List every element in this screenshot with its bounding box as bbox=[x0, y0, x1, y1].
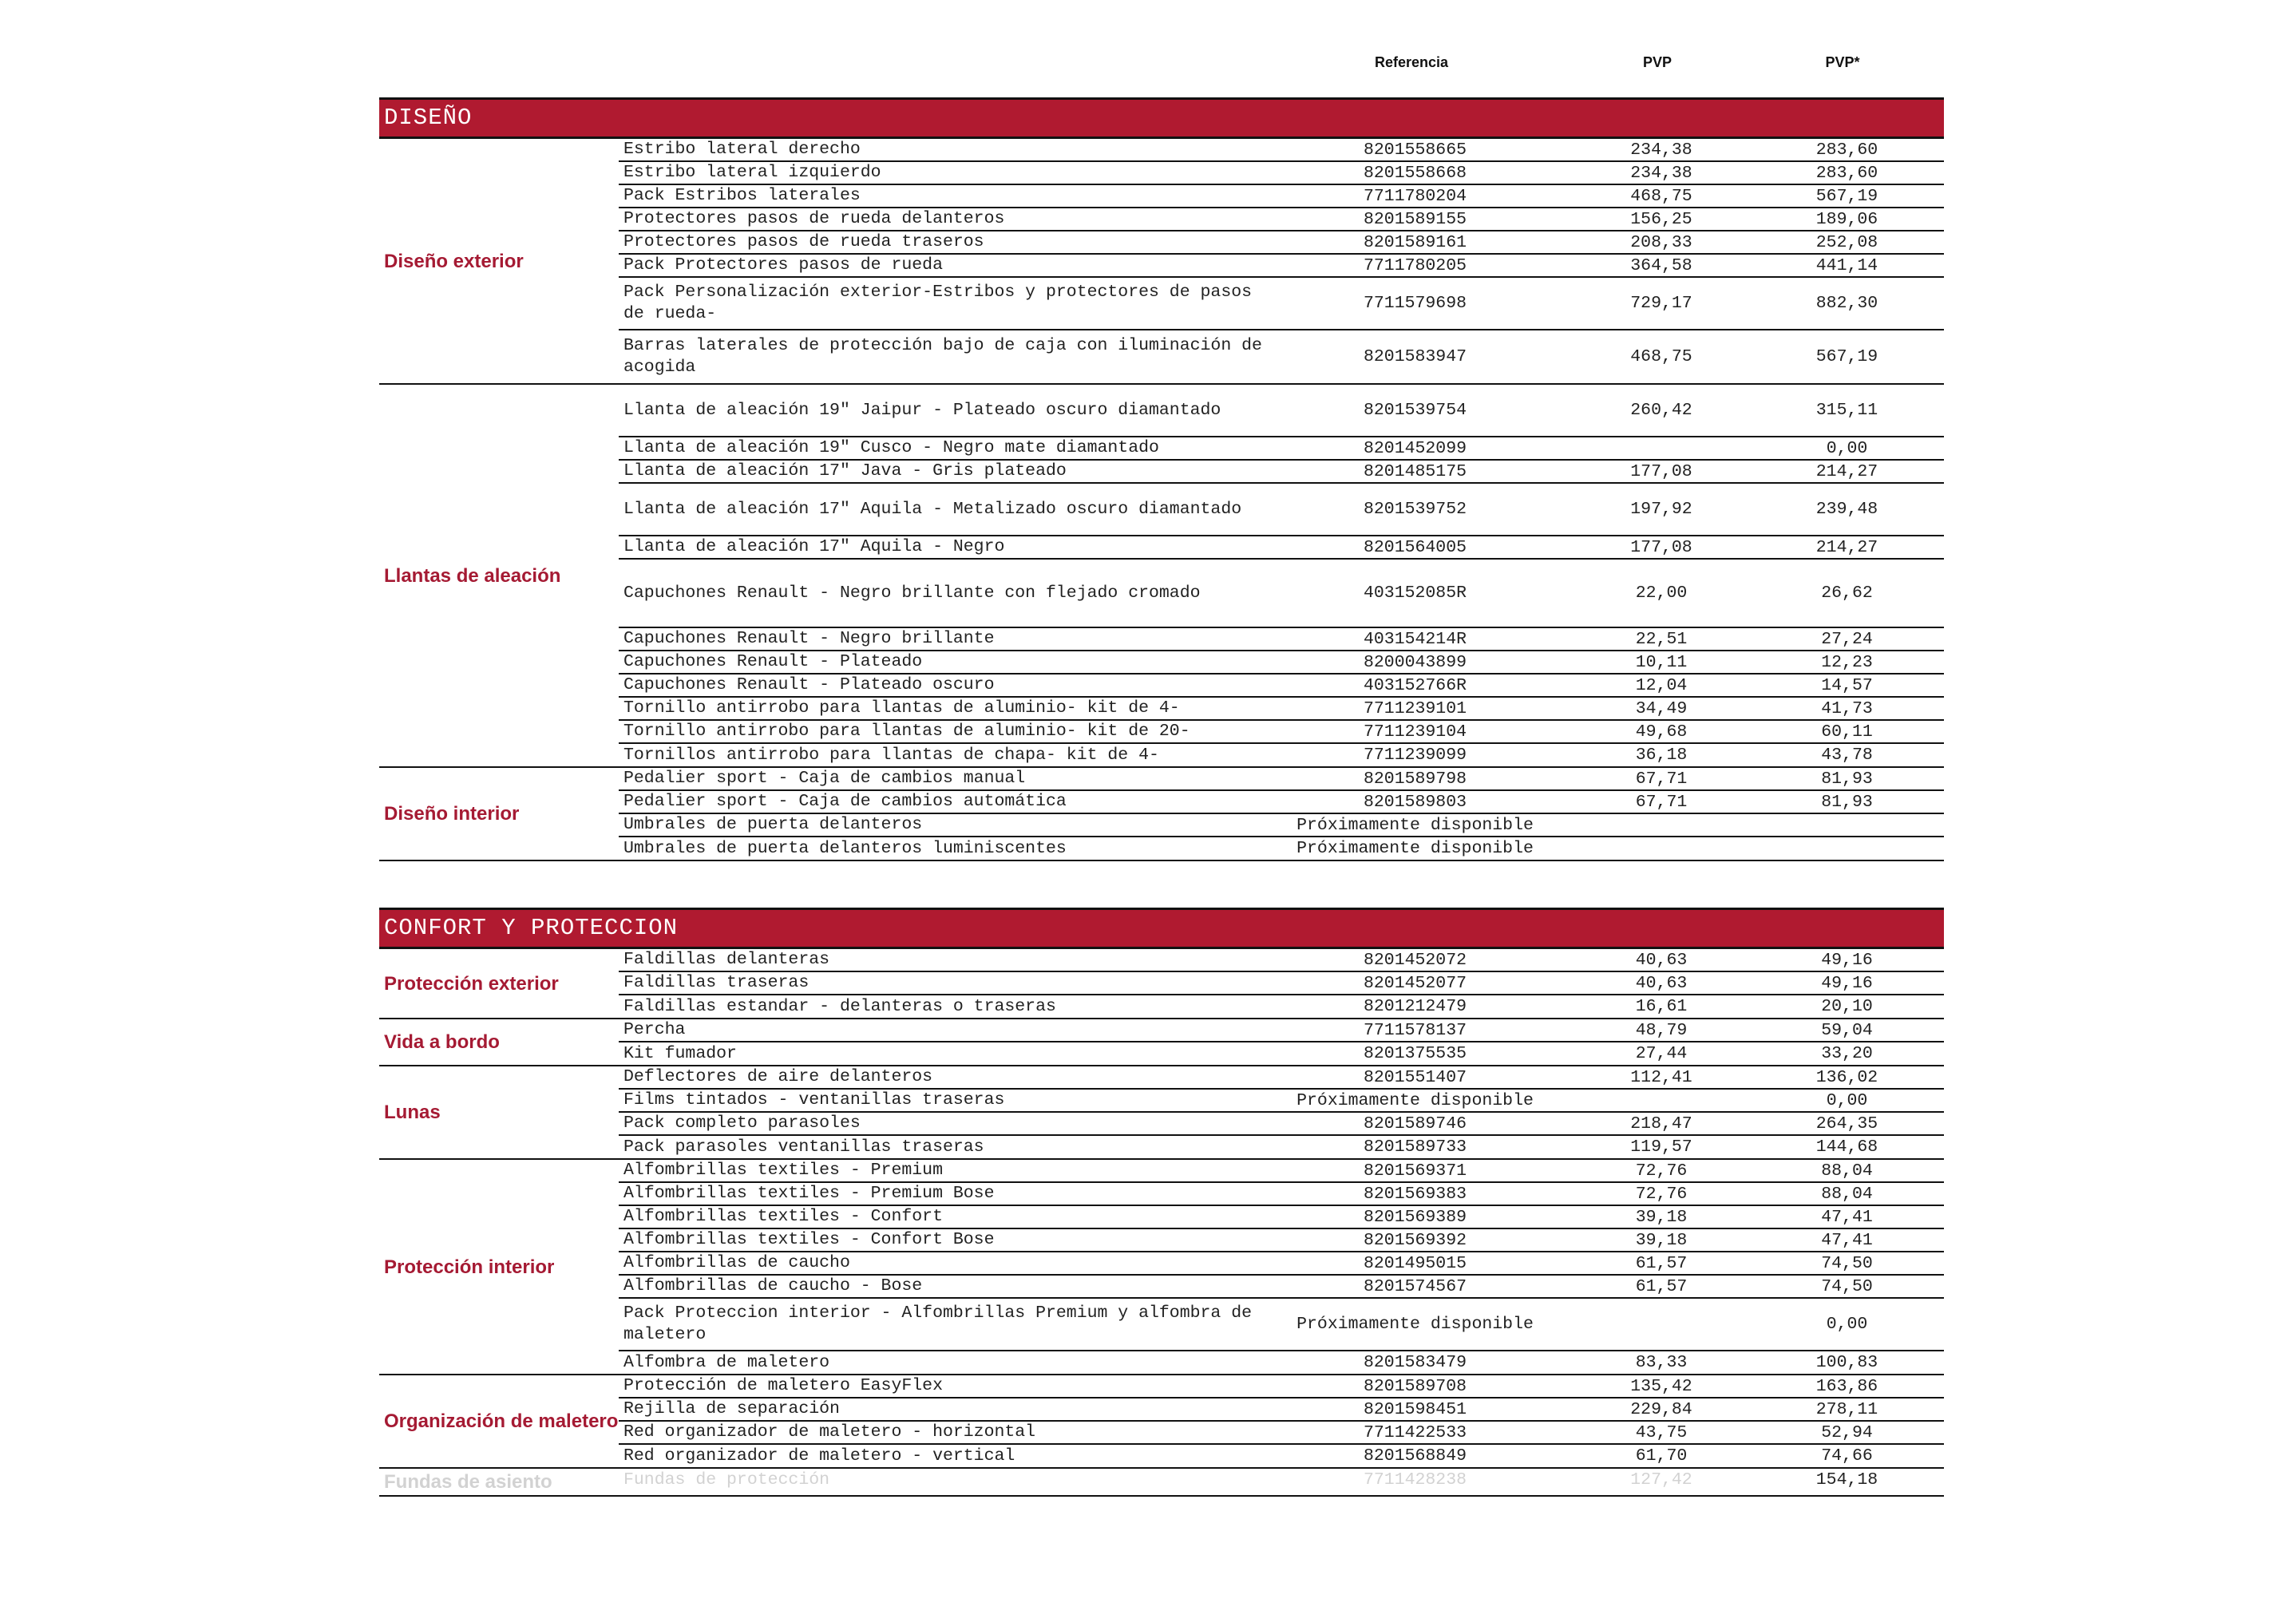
item-pvp-tax: 882,30 bbox=[1815, 294, 1878, 313]
item-description: Llanta de aleación 17" Aquila - Negro bbox=[623, 537, 1005, 556]
item-reference: 8201495015 bbox=[1363, 1253, 1467, 1273]
item-pvp-tax: 74,50 bbox=[1821, 1253, 1873, 1273]
category-label: Organización de maletero bbox=[384, 1410, 619, 1432]
item-pvp: 112,41 bbox=[1630, 1067, 1692, 1087]
item-pvp-tax: 189,06 bbox=[1815, 209, 1878, 229]
item-pvp-tax: 264,35 bbox=[1815, 1114, 1878, 1133]
item-pvp-tax: 239,48 bbox=[1815, 500, 1878, 519]
item-description: Deflectores de aire delanteros bbox=[623, 1067, 933, 1086]
item-description: Red organizador de maletero - horizontal bbox=[623, 1422, 1036, 1442]
item-reference: 8201452072 bbox=[1363, 950, 1467, 970]
item-pvp: 234,38 bbox=[1630, 140, 1692, 160]
item-pvp-tax: 59,04 bbox=[1821, 1020, 1873, 1040]
category-rows bbox=[619, 1160, 1944, 1374]
category-rows bbox=[619, 1019, 1944, 1065]
item-pvp-tax: 283,60 bbox=[1815, 140, 1878, 160]
item-reference: 7711428238 bbox=[1363, 1470, 1467, 1489]
item-reference: 8201589803 bbox=[1363, 792, 1467, 812]
item-pvp: 218,47 bbox=[1630, 1114, 1692, 1133]
item-pvp: 22,00 bbox=[1635, 584, 1688, 603]
item-pvp-tax: 315,11 bbox=[1815, 401, 1878, 420]
table-row bbox=[619, 1160, 1944, 1183]
item-pvp: 22,51 bbox=[1635, 629, 1688, 649]
price-list-page bbox=[379, 48, 1944, 1543]
category-label: Fundas de asiento bbox=[384, 1471, 552, 1493]
category-group bbox=[379, 385, 1944, 768]
item-reference: 8201539754 bbox=[1363, 401, 1467, 420]
item-description: Barras laterales de protección bajo de caja con iluminación de acogida bbox=[623, 336, 1262, 377]
item-reference: Próximamente disponible bbox=[1296, 1315, 1534, 1334]
item-pvp: 67,71 bbox=[1635, 792, 1688, 812]
item-description: Llanta de aleación 17" Aquila - Metalizado oscuro diamantado bbox=[623, 499, 1242, 519]
item-pvp-tax: 74,66 bbox=[1821, 1446, 1873, 1466]
item-pvp: 729,17 bbox=[1630, 294, 1692, 313]
item-pvp: 10,11 bbox=[1635, 652, 1688, 672]
item-pvp-tax: 49,16 bbox=[1821, 973, 1873, 993]
item-description: Pack Proteccion interior - Alfombrillas Premium y alfombra de maletero bbox=[623, 1304, 1253, 1344]
item-pvp-tax: 49,16 bbox=[1821, 950, 1873, 970]
item-pvp: 468,75 bbox=[1630, 186, 1692, 206]
table-row bbox=[619, 814, 1944, 837]
column-pvp: PVP bbox=[1642, 54, 1673, 70]
category-group bbox=[379, 768, 1944, 861]
item-reference: 8201589733 bbox=[1363, 1137, 1467, 1157]
item-pvp-tax: 60,11 bbox=[1821, 722, 1873, 742]
item-reference: Próximamente disponible bbox=[1296, 1090, 1534, 1110]
category-rows bbox=[619, 385, 1944, 766]
category-group bbox=[379, 1066, 1944, 1160]
category-rows bbox=[619, 139, 1944, 383]
item-description: Pack Estribos laterales bbox=[623, 186, 861, 205]
item-reference: 8201589708 bbox=[1363, 1376, 1467, 1396]
item-reference: 7711578137 bbox=[1363, 1020, 1467, 1040]
item-pvp-tax: 14,57 bbox=[1821, 675, 1873, 695]
item-reference: 7711239099 bbox=[1363, 746, 1467, 765]
item-description: Llanta de aleación 17" Java - Gris plateado bbox=[623, 461, 1067, 481]
item-description: Tornillo antirrobo para llantas de aluminio- kit de 4- bbox=[623, 698, 1180, 718]
item-description: Alfombrillas de caucho - Bose bbox=[623, 1276, 923, 1296]
item-pvp: 119,57 bbox=[1630, 1137, 1692, 1157]
item-reference: 7711780205 bbox=[1363, 255, 1467, 275]
table-row bbox=[619, 231, 1944, 255]
section bbox=[379, 97, 1944, 861]
item-reference: 403152085R bbox=[1363, 584, 1467, 603]
table-row bbox=[619, 330, 1944, 383]
item-description: Pack Personalización exterior-Estribos y protectores de pasos de rueda- bbox=[623, 283, 1253, 323]
item-description: Protectores pasos de rueda delanteros bbox=[623, 209, 1005, 228]
table-row bbox=[619, 1276, 1944, 1299]
category-label: Diseño exterior bbox=[384, 250, 524, 272]
table-row bbox=[619, 162, 1944, 185]
item-pvp: 61,57 bbox=[1635, 1253, 1688, 1273]
item-pvp: 49,68 bbox=[1635, 722, 1688, 742]
item-reference: 8201375535 bbox=[1363, 1044, 1467, 1063]
item-pvp-tax: 214,27 bbox=[1815, 461, 1878, 481]
table-row bbox=[619, 185, 1944, 208]
table-row bbox=[619, 1042, 1944, 1065]
item-description: Estribo lateral izquierdo bbox=[623, 163, 881, 182]
item-description: Fundas de protección bbox=[623, 1470, 830, 1489]
item-pvp-tax: 41,73 bbox=[1821, 698, 1873, 718]
item-reference: 7711239101 bbox=[1363, 698, 1467, 718]
item-description: Pack Protectores pasos de rueda bbox=[623, 255, 943, 275]
item-description: Pedalier sport - Caja de cambios manual bbox=[623, 769, 1026, 788]
table-row bbox=[619, 972, 1944, 995]
item-pvp-tax: 52,94 bbox=[1821, 1422, 1873, 1442]
category-rows bbox=[619, 1469, 1944, 1495]
item-pvp: 72,76 bbox=[1635, 1161, 1688, 1181]
category-group bbox=[379, 139, 1944, 385]
item-pvp: 40,63 bbox=[1635, 950, 1688, 970]
item-pvp: 39,18 bbox=[1635, 1207, 1688, 1227]
item-reference: 8201589798 bbox=[1363, 769, 1467, 789]
item-pvp-tax: 0,00 bbox=[1826, 438, 1868, 458]
item-pvp-tax: 88,04 bbox=[1821, 1184, 1873, 1204]
table-row bbox=[619, 744, 1944, 766]
table-row bbox=[619, 651, 1944, 675]
item-description: Capuchones Renault - Plateado oscuro bbox=[623, 675, 995, 694]
table-row bbox=[619, 1445, 1944, 1467]
table-row bbox=[619, 1090, 1944, 1113]
item-reference: 8201485175 bbox=[1363, 461, 1467, 481]
item-pvp-tax: 252,08 bbox=[1815, 232, 1878, 252]
table-row bbox=[619, 560, 1944, 628]
item-reference: 8201452077 bbox=[1363, 973, 1467, 993]
category-group bbox=[379, 1160, 1944, 1375]
item-pvp-tax: 81,93 bbox=[1821, 769, 1873, 789]
item-pvp: 61,70 bbox=[1635, 1446, 1688, 1466]
item-description: Films tintados - ventanillas traseras bbox=[623, 1090, 1005, 1110]
section-title: DISEÑO bbox=[379, 97, 1944, 139]
item-pvp-tax: 27,24 bbox=[1821, 629, 1873, 649]
item-reference: 8201598451 bbox=[1363, 1399, 1467, 1419]
item-description: Rejilla de separación bbox=[623, 1399, 840, 1418]
table-row bbox=[619, 698, 1944, 721]
category-rows bbox=[619, 1066, 1944, 1158]
item-pvp-tax: 43,78 bbox=[1821, 746, 1873, 765]
table-row bbox=[619, 837, 1944, 860]
item-description: Protección de maletero EasyFlex bbox=[623, 1376, 943, 1395]
item-description: Capuchones Renault - Plateado bbox=[623, 652, 923, 671]
item-pvp-tax: 136,02 bbox=[1815, 1067, 1878, 1087]
table-row bbox=[619, 385, 1944, 437]
item-reference: Próximamente disponible bbox=[1296, 815, 1534, 835]
table-row bbox=[619, 278, 1944, 330]
table-row bbox=[619, 721, 1944, 744]
item-reference: 8201212479 bbox=[1363, 997, 1467, 1016]
item-pvp-tax: 20,10 bbox=[1821, 997, 1873, 1016]
sections-container bbox=[379, 97, 1944, 1497]
table-row bbox=[619, 139, 1944, 162]
section-title: CONFORT Y PROTECCION bbox=[379, 908, 1944, 949]
item-description: Estribo lateral derecho bbox=[623, 140, 861, 159]
category-label: Protección exterior bbox=[384, 972, 559, 995]
item-pvp: 16,61 bbox=[1635, 997, 1688, 1016]
item-pvp-tax: 0,00 bbox=[1826, 1315, 1868, 1334]
item-reference: 8200043899 bbox=[1363, 652, 1467, 672]
item-pvp: 48,79 bbox=[1635, 1020, 1688, 1040]
item-description: Capuchones Renault - Negro brillante con flejado cromado bbox=[623, 583, 1201, 603]
item-description: Faldillas estandar - delanteras o traseras bbox=[623, 996, 1056, 1016]
column-referencia: Referencia bbox=[1374, 54, 1449, 70]
item-reference: 8201574567 bbox=[1363, 1276, 1467, 1296]
item-pvp: 177,08 bbox=[1630, 461, 1692, 481]
item-reference: 8201551407 bbox=[1363, 1067, 1467, 1087]
category-rows bbox=[619, 768, 1944, 860]
item-pvp-tax: 74,50 bbox=[1821, 1276, 1873, 1296]
item-reference: 8201558665 bbox=[1363, 140, 1467, 160]
category-group bbox=[379, 949, 1944, 1019]
item-reference: 7711239104 bbox=[1363, 722, 1467, 742]
item-pvp: 127,42 bbox=[1630, 1470, 1692, 1489]
item-reference: 8201569371 bbox=[1363, 1161, 1467, 1181]
item-reference: 403154214R bbox=[1363, 629, 1467, 649]
item-reference: 8201452099 bbox=[1363, 438, 1467, 458]
category-group bbox=[379, 1469, 1944, 1497]
item-pvp: 40,63 bbox=[1635, 973, 1688, 993]
item-description: Percha bbox=[623, 1020, 686, 1039]
item-reference: 8201569389 bbox=[1363, 1207, 1467, 1227]
item-reference: 8201589161 bbox=[1363, 232, 1467, 252]
item-pvp-tax: 163,86 bbox=[1815, 1376, 1878, 1396]
item-pvp: 36,18 bbox=[1635, 746, 1688, 765]
item-description: Pack parasoles ventanillas traseras bbox=[623, 1137, 984, 1157]
table-row bbox=[619, 437, 1944, 461]
item-description: Alfombrillas textiles - Premium Bose bbox=[623, 1184, 995, 1203]
item-pvp-tax: 154,18 bbox=[1815, 1470, 1878, 1489]
category-label: Vida a bordo bbox=[384, 1031, 500, 1053]
item-description: Alfombrillas textiles - Confort bbox=[623, 1207, 943, 1226]
table-row bbox=[619, 1398, 1944, 1422]
item-pvp-tax: 88,04 bbox=[1821, 1161, 1873, 1181]
item-description: Protectores pasos de rueda traseros bbox=[623, 232, 984, 251]
item-pvp-tax: 278,11 bbox=[1815, 1399, 1878, 1419]
table-row bbox=[619, 995, 1944, 1018]
item-reference: 403152766R bbox=[1363, 675, 1467, 695]
item-pvp: 468,75 bbox=[1630, 347, 1692, 366]
item-description: Red organizador de maletero - vertical bbox=[623, 1446, 1015, 1466]
item-pvp: 364,58 bbox=[1630, 255, 1692, 275]
table-row bbox=[619, 1019, 1944, 1042]
item-reference: 8201569392 bbox=[1363, 1230, 1467, 1250]
item-reference: 8201583479 bbox=[1363, 1353, 1467, 1372]
table-row bbox=[619, 1375, 1944, 1398]
item-description: Alfombrillas textiles - Premium bbox=[623, 1161, 943, 1180]
table-row bbox=[619, 1229, 1944, 1252]
item-reference: 8201583947 bbox=[1363, 347, 1467, 366]
category-group bbox=[379, 1019, 1944, 1066]
item-pvp: 177,08 bbox=[1630, 537, 1692, 557]
item-reference: 7711579698 bbox=[1363, 294, 1467, 313]
item-reference: 8201564005 bbox=[1363, 537, 1467, 557]
table-row bbox=[619, 484, 1944, 536]
item-pvp-tax: 26,62 bbox=[1821, 584, 1873, 603]
item-reference: 8201558668 bbox=[1363, 163, 1467, 183]
item-description: Llanta de aleación 19" Cusco - Negro mate diamantado bbox=[623, 438, 1159, 457]
item-reference: 7711780204 bbox=[1363, 186, 1467, 206]
table-row bbox=[619, 536, 1944, 560]
category-group bbox=[379, 1375, 1944, 1469]
item-pvp-tax: 283,60 bbox=[1815, 163, 1878, 183]
item-description: Pack completo parasoles bbox=[623, 1114, 861, 1133]
table-row bbox=[619, 255, 1944, 278]
column-pvp-tax: PVP* bbox=[1825, 54, 1860, 70]
item-pvp: 208,33 bbox=[1630, 232, 1692, 252]
item-description: Umbrales de puerta delanteros bbox=[623, 815, 923, 834]
category-label: Llantas de aleación bbox=[384, 564, 561, 587]
item-pvp-tax: 567,19 bbox=[1815, 347, 1878, 366]
category-rows bbox=[619, 1375, 1944, 1467]
table-row bbox=[619, 768, 1944, 791]
item-pvp-tax: 100,83 bbox=[1815, 1353, 1878, 1372]
table-row bbox=[619, 1469, 1944, 1491]
category-rows bbox=[619, 949, 1944, 1018]
item-pvp-tax: 144,68 bbox=[1815, 1137, 1878, 1157]
item-description: Alfombrillas de caucho bbox=[623, 1253, 850, 1272]
item-pvp: 61,57 bbox=[1635, 1276, 1688, 1296]
table-row bbox=[619, 1206, 1944, 1229]
item-reference: 8201539752 bbox=[1363, 500, 1467, 519]
item-description: Tornillo antirrobo para llantas de aluminio- kit de 20- bbox=[623, 722, 1190, 741]
item-pvp-tax: 12,23 bbox=[1821, 652, 1873, 672]
item-pvp-tax: 441,14 bbox=[1815, 255, 1878, 275]
item-pvp: 156,25 bbox=[1630, 209, 1692, 229]
item-pvp: 72,76 bbox=[1635, 1184, 1688, 1204]
table-row bbox=[619, 208, 1944, 231]
table-row bbox=[619, 1183, 1944, 1206]
table-row bbox=[619, 791, 1944, 814]
item-description: Umbrales de puerta delanteros luminiscentes bbox=[623, 838, 1067, 858]
item-pvp: 135,42 bbox=[1630, 1376, 1692, 1396]
table-row bbox=[619, 1136, 1944, 1158]
item-reference: 8201589746 bbox=[1363, 1114, 1467, 1133]
table-row bbox=[619, 461, 1944, 484]
category-label: Diseño interior bbox=[384, 803, 520, 825]
item-pvp: 234,38 bbox=[1630, 163, 1692, 183]
category-label: Protección interior bbox=[384, 1256, 555, 1278]
item-description: Faldillas delanteras bbox=[623, 950, 830, 969]
item-pvp: 229,84 bbox=[1630, 1399, 1692, 1419]
item-pvp: 197,92 bbox=[1630, 500, 1692, 519]
category-label: Lunas bbox=[384, 1102, 441, 1123]
item-pvp-tax: 214,27 bbox=[1815, 537, 1878, 557]
item-pvp-tax: 567,19 bbox=[1815, 186, 1878, 206]
item-pvp: 43,75 bbox=[1635, 1422, 1688, 1442]
item-pvp: 34,49 bbox=[1635, 698, 1688, 718]
table-row bbox=[619, 628, 1944, 651]
item-description: Faldillas traseras bbox=[623, 973, 810, 992]
item-pvp: 260,42 bbox=[1630, 401, 1692, 420]
table-row bbox=[619, 1113, 1944, 1136]
item-reference: 8201589155 bbox=[1363, 209, 1467, 229]
item-description: Capuchones Renault - Negro brillante bbox=[623, 629, 995, 648]
item-pvp: 27,44 bbox=[1635, 1044, 1688, 1063]
table-row bbox=[619, 1351, 1944, 1374]
item-pvp: 12,04 bbox=[1635, 675, 1688, 695]
table-row bbox=[619, 1299, 1944, 1351]
table-row bbox=[619, 675, 1944, 698]
item-pvp-tax: 47,41 bbox=[1821, 1207, 1873, 1227]
table-row bbox=[619, 1066, 1944, 1090]
item-description: Pedalier sport - Caja de cambios automática bbox=[623, 792, 1067, 811]
item-pvp-tax: 47,41 bbox=[1821, 1230, 1873, 1250]
item-pvp-tax: 0,00 bbox=[1826, 1090, 1868, 1110]
item-description: Kit fumador bbox=[623, 1043, 737, 1063]
column-header bbox=[379, 48, 1944, 97]
item-pvp-tax: 33,20 bbox=[1821, 1044, 1873, 1063]
item-reference: 8201568849 bbox=[1363, 1446, 1467, 1466]
section bbox=[379, 908, 1944, 1497]
item-reference: 7711422533 bbox=[1363, 1422, 1467, 1442]
table-row bbox=[619, 1252, 1944, 1276]
item-description: Alfombra de maletero bbox=[623, 1352, 830, 1372]
item-pvp: 67,71 bbox=[1635, 769, 1688, 789]
item-pvp: 83,33 bbox=[1635, 1353, 1688, 1372]
item-reference: Próximamente disponible bbox=[1296, 839, 1534, 858]
item-pvp-tax: 81,93 bbox=[1821, 792, 1873, 812]
item-description: Llanta de aleación 19" Jaipur - Plateado oscuro diamantado bbox=[623, 400, 1221, 420]
item-description: Tornillos antirrobo para llantas de chapa- kit de 4- bbox=[623, 745, 1159, 765]
table-row bbox=[619, 1422, 1944, 1445]
item-pvp: 39,18 bbox=[1635, 1230, 1688, 1250]
item-reference: 8201569383 bbox=[1363, 1184, 1467, 1204]
table-row bbox=[619, 949, 1944, 972]
item-description: Alfombrillas textiles - Confort Bose bbox=[623, 1230, 995, 1249]
